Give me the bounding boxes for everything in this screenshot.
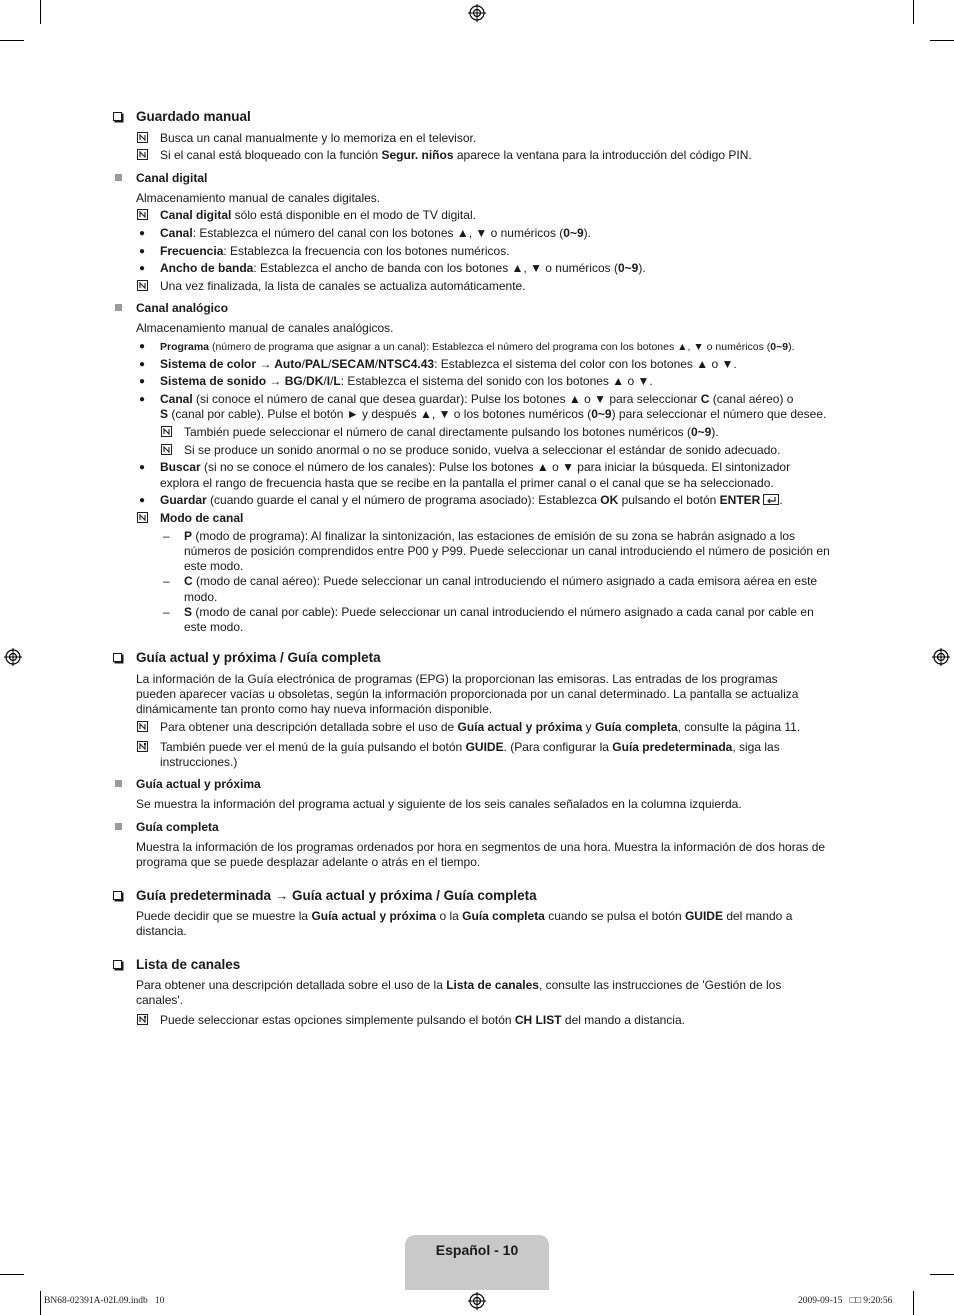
paragraph-line: Puede decidir que se muestre la Guía actual y próxima o la Guía completa cuando se pulsa el botón GUIDE del mando a <box>136 909 793 923</box>
list-item: Canal (si conoce el número de canal que desea guardar): Pulse los botones ▲ o ▼ para seleccionar C (canal aéreo) o <box>160 392 794 406</box>
subsection-square-icon <box>115 174 122 181</box>
remote-note-icon <box>137 1014 148 1025</box>
note-text: Si se produce un sonido anormal o no se produce sonido, vuelva a seleccionar el estándar de sonido adecuado. <box>184 443 781 457</box>
crop-mark <box>40 1291 41 1315</box>
subsection-title: Canal analógico <box>136 301 229 315</box>
list-item: Programa (número de programa que asignar a un canal): Establezca el número del programa con los botones ▲, ▼ o numéricos (0~9). <box>160 341 795 353</box>
section-checkbox-icon <box>113 653 122 662</box>
registration-mark-icon <box>932 648 950 666</box>
list-item: Sistema de color → Auto/PAL/SECAM/NTSC4.43: Establezca el sistema del color con los botones ▲ o ▼. <box>160 357 737 371</box>
enter-icon <box>763 494 779 505</box>
dash-icon: – <box>163 605 170 619</box>
note-text-continuation: instrucciones.) <box>160 755 238 769</box>
bullet-icon: ● <box>139 228 146 239</box>
paragraph-line: canales'. <box>136 993 183 1007</box>
list-item-continuation: este modo. <box>184 620 244 634</box>
section-title: Guardado manual <box>136 109 251 124</box>
note-icon <box>137 209 148 220</box>
paragraph-line: distancia. <box>136 924 187 938</box>
list-item-continuation: este modo. <box>184 559 244 573</box>
subsection-title: Guía actual y próxima <box>136 777 261 791</box>
paragraph: Almacenamiento manual de canales analógicos. <box>136 321 394 335</box>
crop-mark <box>913 1291 914 1315</box>
note-icon <box>137 149 148 160</box>
note-text: Si el canal está bloqueado con la función Segur. niños aparece la ventana para la introducción del código PIN. <box>160 148 752 162</box>
list-item-continuation: S (canal por cable). Pulse el botón ► y después ▲, ▼ o los botones numéricos (0~9) para seleccionar el número que desee. <box>160 407 827 421</box>
note-icon <box>137 512 148 523</box>
paragraph-line: Muestra la información de los programas ordenados por hora en segmentos de una hora. Muestra la información de dos horas de <box>136 840 826 854</box>
crop-mark <box>40 0 41 24</box>
list-item: Ancho de banda: Establezca el ancho de banda con los botones ▲, ▼ o numéricos (0~9). <box>160 261 646 275</box>
list-item-continuation: explora el rango de frecuencia hasta que se recibe en la pantalla el primer canal o el canal que se ha seleccionado. <box>160 476 774 490</box>
paragraph-line: pueden aparecer vacías u obsoletas, según la información proporcionada por un canal determinado. La pantalla se actualiza <box>136 687 799 701</box>
print-date-info: 2009-09-15 □□ 9:20:56 <box>798 1296 893 1306</box>
subsection-title: Guía completa <box>136 820 219 834</box>
section-title: Lista de canales <box>136 957 241 972</box>
bullet-icon: ● <box>139 376 146 387</box>
dash-icon: – <box>163 574 170 588</box>
registration-mark-icon <box>468 4 486 22</box>
section-title: Guía actual y próxima / Guía completa <box>136 650 381 665</box>
list-item: C (modo de canal aéreo): Puede seleccionar un canal introduciendo el número asignado a cada emisora aérea en este <box>184 574 818 588</box>
note-heading: Modo de canal <box>160 511 244 525</box>
crop-mark <box>913 0 914 24</box>
list-item: S (modo de canal por cable): Puede seleccionar un canal introduciendo el número asignado a cada canal por cable en <box>184 605 814 619</box>
note-icon <box>161 444 172 455</box>
remote-note-icon <box>137 741 148 752</box>
list-item: Buscar (si no se conoce el número de los canales): Pulse los botones ▲ o ▼ para iniciar la búsqueda. El sintonizador <box>160 460 791 474</box>
paragraph-line: La información de la Guía electrónica de programas (EPG) la proporcionan las emisoras. Las entradas de los programas <box>136 672 778 686</box>
crop-mark <box>0 40 24 41</box>
paragraph: Almacenamiento manual de canales digitales. <box>136 191 381 205</box>
note-text: Una vez finalizada, la lista de canales se actualiza automáticamente. <box>160 279 526 293</box>
list-item: Canal: Establezca el número del canal con los botones ▲, ▼ o numéricos (0~9). <box>160 226 591 240</box>
page-number: Español - 10 <box>435 1242 519 1258</box>
subsection-square-icon <box>115 304 122 311</box>
list-item-continuation: números de posición comprendidos entre P00 y P99. Puede seleccionar un canal introduciendo el número de posición en <box>184 544 830 558</box>
section-checkbox-icon <box>113 112 122 121</box>
registration-mark-icon <box>4 648 22 666</box>
bullet-icon: ● <box>139 359 146 370</box>
bullet-icon: ● <box>139 495 146 506</box>
subsection-square-icon <box>115 823 122 830</box>
list-item: Sistema de sonido → BG/DK/I/L: Establezca el sistema del sonido con los botones ▲ o ▼. <box>160 374 653 388</box>
bullet-icon: ● <box>139 394 146 405</box>
note-icon <box>161 426 172 437</box>
note-text: También puede seleccionar el número de canal directamente pulsando los botones numéricos (0~9). <box>184 425 719 439</box>
crop-mark <box>930 40 954 41</box>
crop-mark <box>0 1274 24 1275</box>
bullet-icon: ● <box>139 341 146 352</box>
crop-mark <box>930 1274 954 1275</box>
list-item: Frecuencia: Establezca la frecuencia con los botones numéricos. <box>160 244 510 258</box>
section-title: Guía predeterminada → Guía actual y próxima / Guía completa <box>136 888 537 903</box>
list-item-continuation: modo. <box>184 590 218 604</box>
note-icon <box>137 132 148 143</box>
paragraph-line: dinámicamente tan pronto como hay nueva información disponible. <box>136 702 493 716</box>
list-item: Guardar (cuando guarde el canal y el número de programa asociado): Establezca OK pulsando el botón ENTER . <box>160 493 783 507</box>
bullet-icon: ● <box>139 462 146 473</box>
note-text: Puede seleccionar estas opciones simplemente pulsando el botón CH LIST del mando a distancia. <box>160 1013 685 1027</box>
paragraph-line: programa que se puede desplazar adelante o atrás en el tiempo. <box>136 855 481 869</box>
bullet-icon: ● <box>139 263 146 274</box>
note-icon <box>137 280 148 291</box>
section-checkbox-icon <box>113 960 122 969</box>
note-text: Para obtener una descripción detallada sobre el uso de Guía actual y próxima y Guía completa, consulte la página 11. <box>160 720 801 734</box>
list-item: P (modo de programa): Al finalizar la sintonización, las estaciones de emisión de su zona se habrán asignado a los <box>184 529 796 543</box>
subsection-title: Canal digital <box>136 171 208 185</box>
paragraph-line: Para obtener una descripción detallada sobre el uso de la Lista de canales, consulte las instrucciones de 'Gestión de los <box>136 978 782 992</box>
print-file-info: BN68-02391A-02L09.indb 10 <box>44 1296 165 1306</box>
registration-mark-icon <box>468 1292 486 1310</box>
dash-icon: – <box>163 529 170 543</box>
section-checkbox-icon <box>113 891 122 900</box>
note-icon <box>137 721 148 732</box>
note-text: También puede ver el menú de la guía pulsando el botón GUIDE. (Para configurar la Guía predeterminada, siga las <box>160 740 780 754</box>
subsection-square-icon <box>115 780 122 787</box>
bullet-icon: ● <box>139 246 146 257</box>
note-text: Busca un canal manualmente y lo memoriza en el televisor. <box>160 131 477 145</box>
note-text: Canal digital sólo está disponible en el modo de TV digital. <box>160 208 476 222</box>
paragraph: Se muestra la información del programa actual y siguiente de los seis canales señalados en la columna izquierda. <box>136 797 742 811</box>
